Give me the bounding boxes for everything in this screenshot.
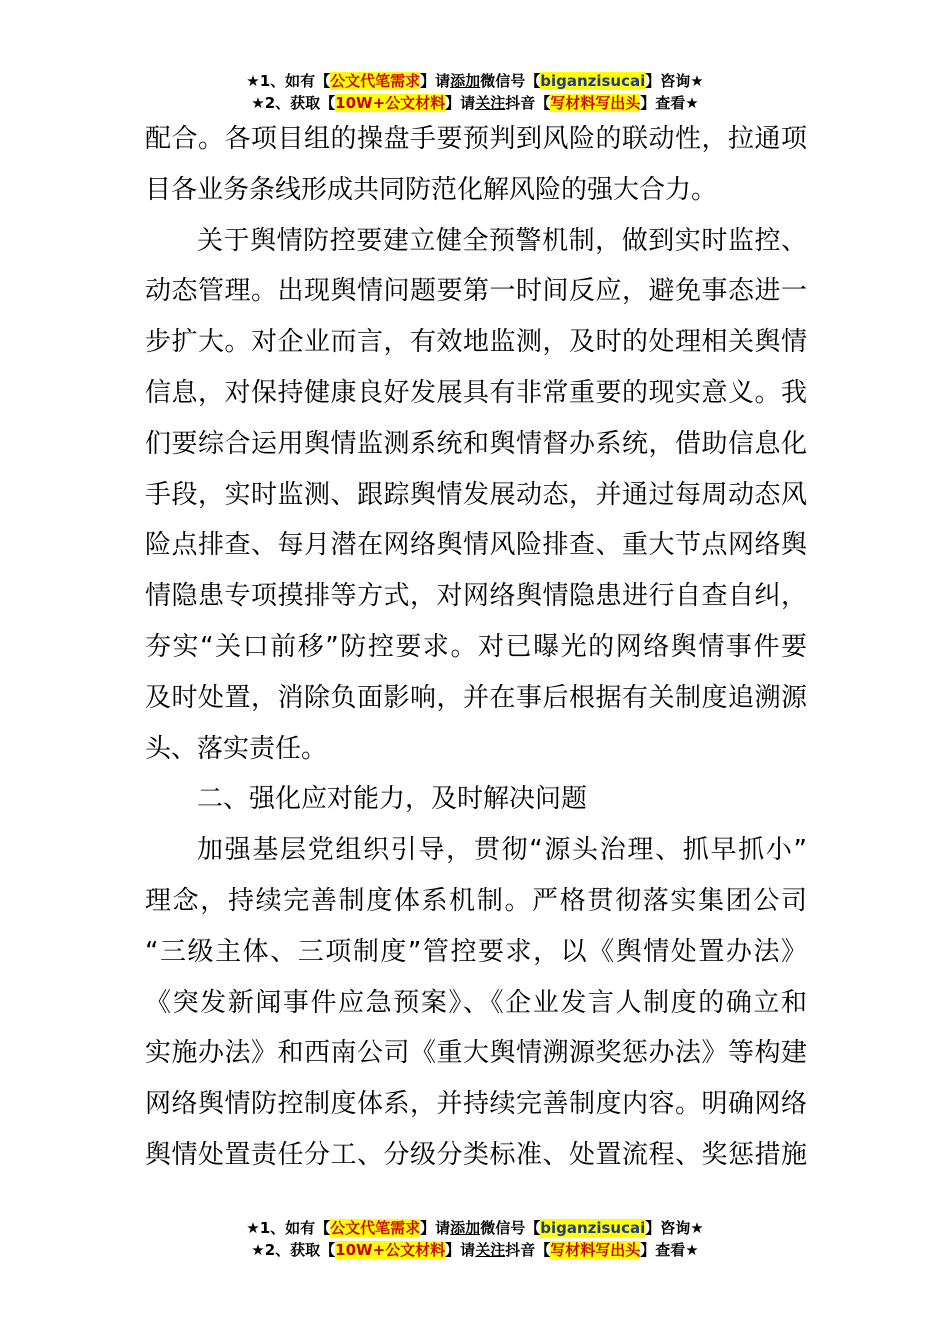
banner-text: 1、如有【 bbox=[259, 72, 331, 90]
highlight-wechat-id: biganzisucai bbox=[540, 1219, 646, 1237]
document-body bbox=[145, 114, 807, 1181]
paragraph-line: 实施办法》和西南公司《重大舆情溯源奖惩办法》等构建 bbox=[145, 1038, 807, 1069]
highlight-douyin: 写材料写出头 bbox=[550, 94, 641, 112]
paragraph-line: 头、落实责任。 bbox=[145, 733, 328, 764]
paragraph-line: 舆情处置责任分工、分级分类标准、处置流程、奖惩措施 bbox=[145, 1139, 807, 1170]
footer-banner bbox=[0, 1217, 950, 1261]
banner-text-underlined: 关注 bbox=[475, 94, 506, 112]
banner-text: 】请 bbox=[445, 94, 476, 112]
paragraph-line: 网络舆情防控制度体系，并持续完善制度内容。明确网络 bbox=[145, 1089, 807, 1120]
star-icon: ★ bbox=[251, 94, 265, 112]
highlight-wechat-id: biganzisucai bbox=[540, 72, 646, 90]
paragraph-line: 夯实“关口前移”防控要求。对已曝光的网络舆情事件要 bbox=[145, 631, 807, 662]
banner-text: 抖音【 bbox=[505, 1241, 551, 1259]
banner-text: 1、如有【 bbox=[259, 1219, 331, 1237]
banner-line-1 bbox=[0, 70, 950, 92]
banner-text: 】查看 bbox=[640, 94, 686, 112]
paragraph-line: 步扩大。对企业而言，有效地监测，及时的处理相关舆情 bbox=[145, 327, 807, 358]
paragraph-line: 信息，对保持健康良好发展具有非常重要的现实意义。我 bbox=[145, 377, 807, 408]
banner-text: 】查看 bbox=[640, 1241, 686, 1259]
star-icon: ★ bbox=[246, 1219, 260, 1237]
banner-text: 】咨询 bbox=[645, 1219, 691, 1237]
paragraph-line: 们要综合运用舆情监测系统和舆情督办系统，借助信息化 bbox=[145, 428, 807, 459]
paragraph-line: 理念，持续完善制度体系机制。严格贯彻落实集团公司 bbox=[145, 885, 807, 916]
banner-text: 微信号【 bbox=[480, 72, 541, 90]
paragraph-line: 加强基层党组织引导，贯彻“源头治理、抓早抓小” bbox=[197, 835, 807, 866]
paragraph-line: 关于舆情防控要建立健全预警机制，做到实时监控、 bbox=[197, 225, 807, 256]
star-icon: ★ bbox=[690, 72, 704, 90]
paragraph-line: 险点排查、每月潜在网络舆情风险排查、重大节点网络舆 bbox=[145, 530, 807, 561]
banner-text-underlined: 关注 bbox=[475, 1241, 506, 1259]
banner-text-underlined: 添加 bbox=[450, 1219, 481, 1237]
banner-text-underlined: 添加 bbox=[450, 72, 481, 90]
star-icon: ★ bbox=[685, 1241, 699, 1259]
paragraph-line: 《突发新闻事件应急预案》、《企业发言人制度的确立和 bbox=[145, 987, 807, 1018]
highlight-douyin: 写材料写出头 bbox=[550, 1241, 641, 1259]
highlight-service: 公文代笔需求 bbox=[330, 72, 421, 90]
banner-text: 】咨询 bbox=[645, 72, 691, 90]
highlight-materials: 10W+公文材料 bbox=[335, 1241, 446, 1259]
banner-text: 2、获取【 bbox=[264, 94, 336, 112]
banner-text: 】请 bbox=[445, 1241, 476, 1259]
header-banner bbox=[0, 70, 950, 114]
banner-line-2 bbox=[0, 1239, 950, 1261]
star-icon: ★ bbox=[690, 1219, 704, 1237]
highlight-materials: 10W+公文材料 bbox=[335, 94, 446, 112]
paragraph-line: 目各业务条线形成共同防范化解风险的强大合力。 bbox=[145, 174, 718, 205]
paragraph-line: “三级主体、三项制度”管控要求，以《舆情处置办法》 bbox=[145, 936, 807, 967]
paragraph-line: 动态管理。出现舆情问题要第一时间反应，避免事态进一 bbox=[145, 276, 807, 307]
banner-text: 】请 bbox=[420, 72, 451, 90]
banner-line-2 bbox=[0, 92, 950, 114]
star-icon: ★ bbox=[251, 1241, 265, 1259]
paragraph-line: 配合。各项目组的操盘手要预判到风险的联动性，拉通项 bbox=[145, 124, 807, 154]
star-icon: ★ bbox=[246, 72, 260, 90]
banner-text: 2、获取【 bbox=[264, 1241, 336, 1259]
banner-line-1 bbox=[0, 1217, 950, 1239]
paragraph-line: 手段，实时监测、跟踪舆情发展动态，并通过每周动态风 bbox=[145, 479, 807, 510]
highlight-service: 公文代笔需求 bbox=[330, 1219, 421, 1237]
banner-text: 抖音【 bbox=[505, 94, 551, 112]
paragraph-line: 情隐患专项摸排等方式，对网络舆情隐患进行自查自纠， bbox=[145, 581, 807, 612]
section-heading: 二、强化应对能力，及时解决问题 bbox=[197, 784, 588, 815]
banner-text: 】请 bbox=[420, 1219, 451, 1237]
paragraph-line: 及时处置，消除负面影响，并在事后根据有关制度追溯源 bbox=[145, 682, 807, 713]
banner-text: 微信号【 bbox=[480, 1219, 541, 1237]
star-icon: ★ bbox=[685, 94, 699, 112]
